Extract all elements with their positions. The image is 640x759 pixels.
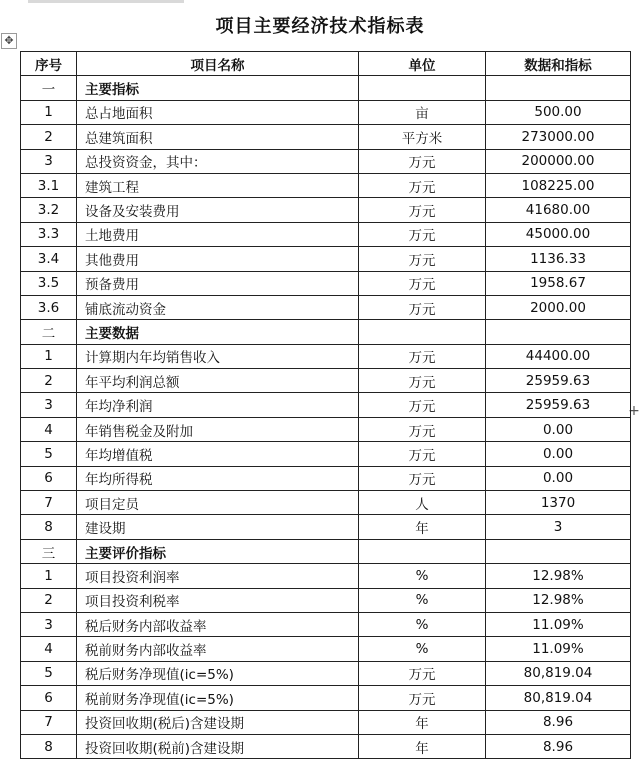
cell-name: 设备及安装费用: [77, 198, 359, 222]
cell-unit: 万元: [359, 295, 486, 319]
cell-value: [486, 320, 631, 344]
cell-value: 3: [486, 515, 631, 539]
cell-value: 1958.67: [486, 271, 631, 295]
cell-no: 1: [21, 564, 77, 588]
cell-no: 一: [21, 76, 77, 100]
cell-name: 土地费用: [77, 222, 359, 246]
document-title: 项目主要经济技术指标表: [215, 16, 425, 37]
cell-name: 建筑工程: [77, 173, 359, 197]
cell-unit: 万元: [359, 149, 486, 173]
cell-unit: 万元: [359, 393, 486, 417]
table-row: [21, 198, 631, 222]
cell-value: 0.00: [486, 417, 631, 441]
cell-unit: %: [359, 612, 486, 636]
cell-no: 3.5: [21, 271, 77, 295]
cell-name: 年平均利润总额: [77, 369, 359, 393]
table-row: [21, 271, 631, 295]
cell-name: 税后财务净现值(ic=5%): [77, 661, 359, 685]
cell-no: 3.1: [21, 173, 77, 197]
cell-no: 6: [21, 686, 77, 710]
cell-value: [486, 76, 631, 100]
table-row: [21, 710, 631, 734]
cell-no: 3.2: [21, 198, 77, 222]
cell-name: 建设期: [77, 515, 359, 539]
table-row: [21, 637, 631, 661]
cell-unit: 万元: [359, 271, 486, 295]
table-header-row: [21, 52, 631, 76]
cell-unit: 年: [359, 515, 486, 539]
cell-name: 投资回收期(税前)含建设期: [77, 734, 359, 758]
cell-unit: %: [359, 637, 486, 661]
table-row: [21, 173, 631, 197]
cell-name: 计算期内年均销售收入: [77, 344, 359, 368]
cell-value: 11.09%: [486, 637, 631, 661]
cell-unit: 万元: [359, 173, 486, 197]
cell-unit: [359, 539, 486, 563]
cell-no: 6: [21, 466, 77, 490]
table-row: [21, 564, 631, 588]
cell-value: 12.98%: [486, 564, 631, 588]
cell-name: 总投资资金，其中：: [77, 149, 359, 173]
cell-name: 年销售税金及附加: [77, 417, 359, 441]
cell-name: 预备费用: [77, 271, 359, 295]
cell-unit: [359, 76, 486, 100]
cell-unit: 万元: [359, 661, 486, 685]
cell-no: 8: [21, 515, 77, 539]
table-row: [21, 149, 631, 173]
cell-no: 8: [21, 734, 77, 758]
cell-unit: [359, 320, 486, 344]
table-move-handle-icon[interactable]: ✥: [1, 33, 17, 49]
cell-unit: %: [359, 564, 486, 588]
header-name: 项目名称: [77, 52, 359, 76]
indicator-table: [20, 51, 631, 759]
cell-no: 二: [21, 320, 77, 344]
cell-value: 108225.00: [486, 173, 631, 197]
table-row: [21, 393, 631, 417]
cell-no: 三: [21, 539, 77, 563]
toolbar-shade: [28, 0, 184, 3]
cell-no: 3: [21, 612, 77, 636]
cell-name: 投资回收期(税后)含建设期: [77, 710, 359, 734]
cell-value: 0.00: [486, 442, 631, 466]
cell-value: 12.98%: [486, 588, 631, 612]
cell-unit: 万元: [359, 686, 486, 710]
cell-name: 总占地面积: [77, 100, 359, 124]
cell-unit: 万元: [359, 222, 486, 246]
cell-no: 2: [21, 369, 77, 393]
cell-no: 1: [21, 100, 77, 124]
cell-no: 3: [21, 393, 77, 417]
cell-no: 3.6: [21, 295, 77, 319]
table-row: [21, 247, 631, 271]
cell-value: [486, 539, 631, 563]
cell-unit: 万元: [359, 198, 486, 222]
table-row: [21, 442, 631, 466]
cell-unit: 年: [359, 710, 486, 734]
cell-value: 8.96: [486, 734, 631, 758]
cell-value: 45000.00: [486, 222, 631, 246]
cell-no: 4: [21, 417, 77, 441]
cell-name: 税后财务内部收益率: [77, 612, 359, 636]
cell-name: 主要指标: [77, 76, 359, 100]
cell-unit: 万元: [359, 442, 486, 466]
cell-name: 项目投资利润率: [77, 564, 359, 588]
table-row: [21, 222, 631, 246]
cell-unit: 人: [359, 491, 486, 515]
cell-no: 5: [21, 442, 77, 466]
cell-value: 25959.63: [486, 369, 631, 393]
cell-unit: 万元: [359, 417, 486, 441]
table-row: [21, 491, 631, 515]
cell-name: 年均增值税: [77, 442, 359, 466]
cell-no: 7: [21, 491, 77, 515]
section-row: [21, 539, 631, 563]
header-no: 序号: [21, 52, 77, 76]
cell-value: 41680.00: [486, 198, 631, 222]
section-row: [21, 320, 631, 344]
cell-value: 80,819.04: [486, 686, 631, 710]
cell-no: 3.4: [21, 247, 77, 271]
cell-unit: 万元: [359, 466, 486, 490]
table-row: [21, 515, 631, 539]
cell-unit: 年: [359, 734, 486, 758]
cell-no: 3: [21, 149, 77, 173]
table-row: [21, 344, 631, 368]
cell-no: 2: [21, 588, 77, 612]
table-row: [21, 588, 631, 612]
cell-value: 2000.00: [486, 295, 631, 319]
header-value: 数据和指标: [486, 52, 631, 76]
table-row: [21, 417, 631, 441]
cell-no: 1: [21, 344, 77, 368]
cell-name: 年均净利润: [77, 393, 359, 417]
table-row: [21, 295, 631, 319]
cell-value: 273000.00: [486, 125, 631, 149]
table-row: [21, 125, 631, 149]
cell-value: 1370: [486, 491, 631, 515]
cell-name: 项目定员: [77, 491, 359, 515]
cell-no: 3.3: [21, 222, 77, 246]
cell-no: 4: [21, 637, 77, 661]
header-unit: 单位: [359, 52, 486, 76]
cell-value: 200000.00: [486, 149, 631, 173]
cell-value: 8.96: [486, 710, 631, 734]
add-column-icon[interactable]: +: [628, 403, 640, 419]
cell-value: 1136.33: [486, 247, 631, 271]
cell-unit: 万元: [359, 247, 486, 271]
cell-name: 总建筑面积: [77, 125, 359, 149]
cell-value: 80,819.04: [486, 661, 631, 685]
table-row: [21, 661, 631, 685]
cell-name: 税前财务内部收益率: [77, 637, 359, 661]
cell-no: 7: [21, 710, 77, 734]
cell-name: 税前财务净现值(ic=5%): [77, 686, 359, 710]
cell-unit: %: [359, 588, 486, 612]
table-row: [21, 100, 631, 124]
cell-value: 25959.63: [486, 393, 631, 417]
table-row: [21, 686, 631, 710]
cell-unit: 平方米: [359, 125, 486, 149]
table-row: [21, 734, 631, 758]
cell-value: 44400.00: [486, 344, 631, 368]
cell-value: 0.00: [486, 466, 631, 490]
cell-name: 铺底流动资金: [77, 295, 359, 319]
cell-value: 11.09%: [486, 612, 631, 636]
cell-value: 500.00: [486, 100, 631, 124]
cell-no: 2: [21, 125, 77, 149]
cell-unit: 万元: [359, 344, 486, 368]
section-row: [21, 76, 631, 100]
cell-no: 5: [21, 661, 77, 685]
cell-name: 年均所得税: [77, 466, 359, 490]
table-row: [21, 466, 631, 490]
cell-name: 其他费用: [77, 247, 359, 271]
cell-unit: 亩: [359, 100, 486, 124]
cell-name: 主要评价指标: [77, 539, 359, 563]
cell-name: 项目投资利税率: [77, 588, 359, 612]
cell-unit: 万元: [359, 369, 486, 393]
table-row: [21, 612, 631, 636]
table-row: [21, 369, 631, 393]
cell-name: 主要数据: [77, 320, 359, 344]
